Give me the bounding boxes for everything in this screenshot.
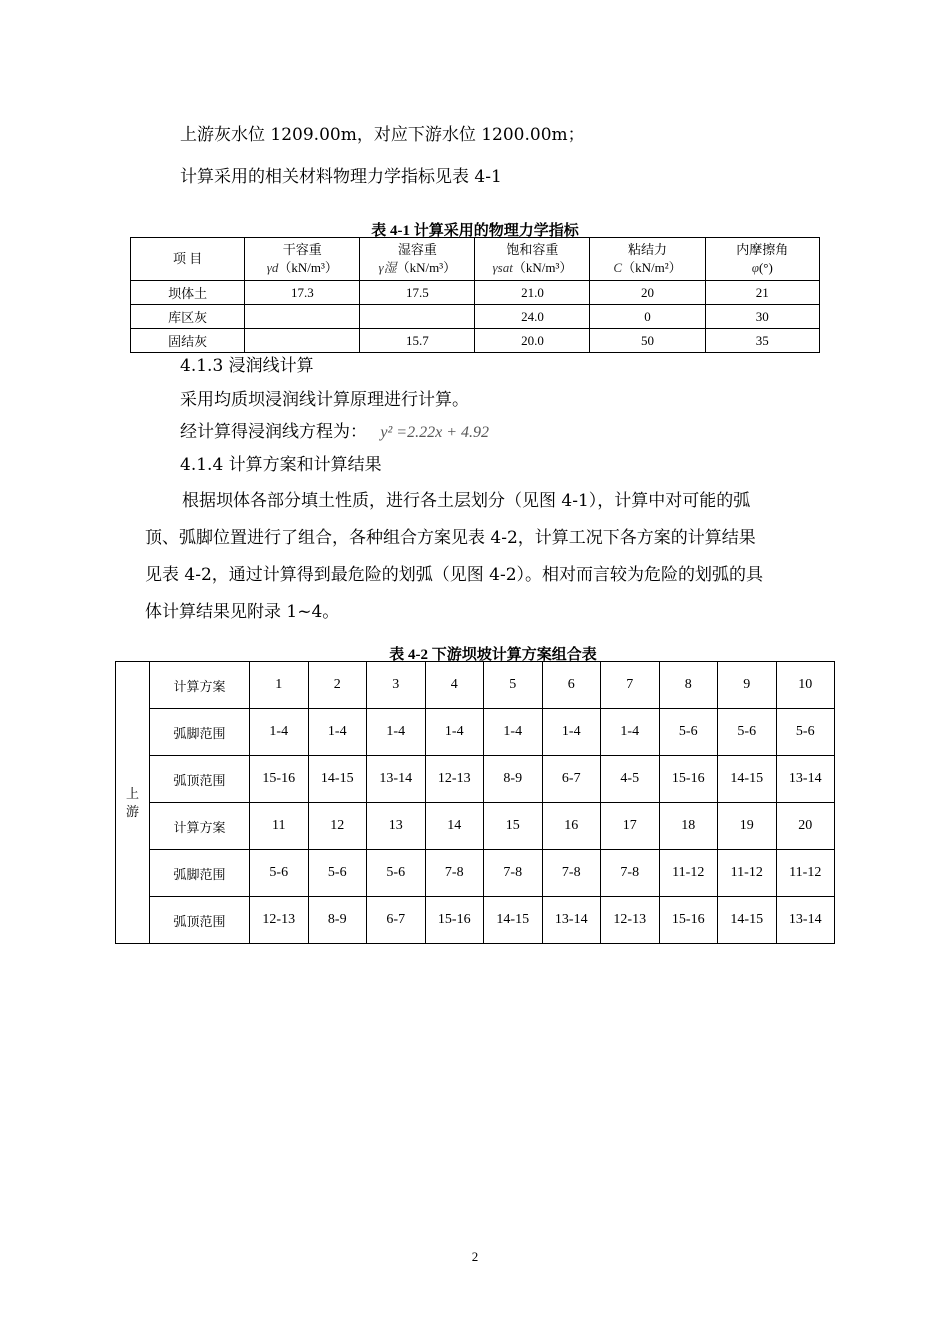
table2-side-label: 上 游 xyxy=(116,662,150,944)
section-413-paragraph: 采用均质坝浸润线计算原理进行计算。 xyxy=(180,390,469,410)
table-cell: 20 xyxy=(590,281,705,305)
table-cell: 19 xyxy=(718,803,777,850)
symbol-phi: φ xyxy=(751,260,759,275)
table-cell: 坝体土 xyxy=(131,281,245,305)
table1-caption: 表 4-1 计算采用的物理力学指标 xyxy=(371,223,579,239)
table-cell: 13-14 xyxy=(776,897,835,944)
table-cell: 17.5 xyxy=(360,281,475,305)
table-row xyxy=(116,709,835,756)
table-cell: 12-13 xyxy=(250,897,309,944)
table-cell: 1-4 xyxy=(367,709,426,756)
table-cell: 1-4 xyxy=(308,709,367,756)
table-cell: 13-14 xyxy=(367,756,426,803)
paragraph-material-reference: 计算采用的相关材料物理力学指标见表 4-1 xyxy=(180,167,502,187)
table-cell: 5-6 xyxy=(776,709,835,756)
table-cell: 5-6 xyxy=(308,850,367,897)
table-cell: 35 xyxy=(705,329,819,353)
table-cell: 12-13 xyxy=(425,756,484,803)
table-cell: 13-14 xyxy=(776,756,835,803)
table-cell: 5-6 xyxy=(367,850,426,897)
table-row xyxy=(116,662,835,709)
table-cell: 8-9 xyxy=(308,897,367,944)
table-cell: 20.0 xyxy=(475,329,590,353)
table-row xyxy=(116,803,835,850)
table-row-label: 弧脚范围 xyxy=(150,709,250,756)
table-cell: 2 xyxy=(308,662,367,709)
table-cell: 7 xyxy=(601,662,660,709)
table-cell: 30 xyxy=(705,305,819,329)
table1-header-saturated-density: 饱和容重 γsat（kN/m³） xyxy=(475,238,590,281)
table-row xyxy=(116,850,835,897)
table-cell: 21 xyxy=(705,281,819,305)
table1-header-cohesion: 粘结力 C（kN/m²） xyxy=(590,238,705,281)
table-cell: 1-4 xyxy=(601,709,660,756)
table2-caption: 表 4-2 下游坝坡计算方案组合表 xyxy=(389,647,597,663)
table-row-label: 弧顶范围 xyxy=(150,897,250,944)
table-cell: 6-7 xyxy=(542,756,601,803)
table-cell: 5 xyxy=(484,662,543,709)
table-cell xyxy=(245,329,360,353)
table-cell: 5-6 xyxy=(718,709,777,756)
table-cell: 11-12 xyxy=(776,850,835,897)
section-413-equation-line xyxy=(180,421,489,444)
table-cell: 17.3 xyxy=(245,281,360,305)
table-cell: 7-8 xyxy=(542,850,601,897)
symbol-gamma-d: γd xyxy=(266,260,279,275)
table-cell: 12-13 xyxy=(601,897,660,944)
table-cell: 0 xyxy=(590,305,705,329)
table-cell: 21.0 xyxy=(475,281,590,305)
table-cell: 8-9 xyxy=(484,756,543,803)
table-cell: 4-5 xyxy=(601,756,660,803)
table-cell: 7-8 xyxy=(425,850,484,897)
table-cell: 15-16 xyxy=(250,756,309,803)
table-cell: 15 xyxy=(484,803,543,850)
table-cell: 5-6 xyxy=(659,709,718,756)
table-cell: 15-16 xyxy=(659,756,718,803)
table-cell: 15.7 xyxy=(360,329,475,353)
table-row xyxy=(116,756,835,803)
symbol-gamma-sat: γsat xyxy=(492,260,513,275)
table-cell: 1-4 xyxy=(484,709,543,756)
table-cell: 14 xyxy=(425,803,484,850)
table1-header-dry-density: 干容重 γd（kN/m³） xyxy=(245,238,360,281)
symbol-c: C xyxy=(613,260,623,275)
table-cell: 1-4 xyxy=(425,709,484,756)
table-cell: 4 xyxy=(425,662,484,709)
table-cell: 6-7 xyxy=(367,897,426,944)
table-row xyxy=(116,897,835,944)
table-cell: 14-15 xyxy=(718,897,777,944)
table-cell: 5-6 xyxy=(250,850,309,897)
section-414-line-4: 体计算结果见附录 1~4。 xyxy=(145,602,340,622)
table-row-label: 计算方案 xyxy=(150,662,250,709)
section-414-line-1: 根据坝体各部分填土性质，进行各土层划分（见图 4-1），计算中对可能的弧 xyxy=(182,491,751,511)
table1-header-item: 项 目 xyxy=(131,238,245,281)
table1-header-wet-density: 湿容重 γ湿（kN/m³） xyxy=(360,238,475,281)
table-cell: 11-12 xyxy=(659,850,718,897)
table-cell: 10 xyxy=(776,662,835,709)
table-cell: 1 xyxy=(250,662,309,709)
phreatic-equation: y² =2.22x + 4.92 xyxy=(380,424,489,441)
table-cell: 11-12 xyxy=(718,850,777,897)
section-414-line-3: 见表 4-2，通过计算得到最危险的划弧（见图 4-2）。相对而言较为危险的划弧的具 xyxy=(145,565,764,585)
table-cell: 13 xyxy=(367,803,426,850)
equation-intro: 经计算得浸润线方程为： xyxy=(180,422,367,442)
table-cell: 24.0 xyxy=(475,305,590,329)
table-cell: 16 xyxy=(542,803,601,850)
table-cell: 1-4 xyxy=(542,709,601,756)
table-row-label: 弧顶范围 xyxy=(150,756,250,803)
table-cell: 17 xyxy=(601,803,660,850)
table-cell: 8 xyxy=(659,662,718,709)
table-cell: 12 xyxy=(308,803,367,850)
section-414-heading: 4.1.4 计算方案和计算结果 xyxy=(180,455,382,475)
section-414-line-2: 顶、弧脚位置进行了组合，各种组合方案见表 4-2，计算工况下各方案的计算结果 xyxy=(145,528,756,548)
table-cell: 1-4 xyxy=(250,709,309,756)
page-number: 2 xyxy=(471,1249,479,1264)
table-row xyxy=(131,305,820,329)
table-cell: 13-14 xyxy=(542,897,601,944)
table-cell: 固结灰 xyxy=(131,329,245,353)
table1-header-row xyxy=(131,238,820,281)
paragraph-water-level: 上游灰水位 1209.00m，对应下游水位 1200.00m； xyxy=(180,125,585,145)
table-cell: 6 xyxy=(542,662,601,709)
table-cell: 7-8 xyxy=(484,850,543,897)
table-cell: 50 xyxy=(590,329,705,353)
table-cell: 15-16 xyxy=(659,897,718,944)
table-cell: 14-15 xyxy=(718,756,777,803)
table-cell: 14-15 xyxy=(308,756,367,803)
table-cell: 9 xyxy=(718,662,777,709)
table-cell: 3 xyxy=(367,662,426,709)
table-cell: 15-16 xyxy=(425,897,484,944)
material-properties-table xyxy=(130,237,820,353)
table-cell xyxy=(245,305,360,329)
section-413-heading: 4.1.3 浸润线计算 xyxy=(180,356,314,376)
scheme-combination-table xyxy=(115,661,835,944)
table-row-label: 计算方案 xyxy=(150,803,250,850)
table-cell xyxy=(360,305,475,329)
table-cell: 14-15 xyxy=(484,897,543,944)
table-cell: 库区灰 xyxy=(131,305,245,329)
table-row xyxy=(131,329,820,353)
table-row xyxy=(131,281,820,305)
table-cell: 18 xyxy=(659,803,718,850)
table1-header-friction-angle: 内摩擦角 φ(°) xyxy=(705,238,819,281)
table-cell: 7-8 xyxy=(601,850,660,897)
table-cell: 11 xyxy=(250,803,309,850)
symbol-gamma-wet: γ湿 xyxy=(378,260,397,275)
table-row-label: 弧脚范围 xyxy=(150,850,250,897)
table-cell: 20 xyxy=(776,803,835,850)
